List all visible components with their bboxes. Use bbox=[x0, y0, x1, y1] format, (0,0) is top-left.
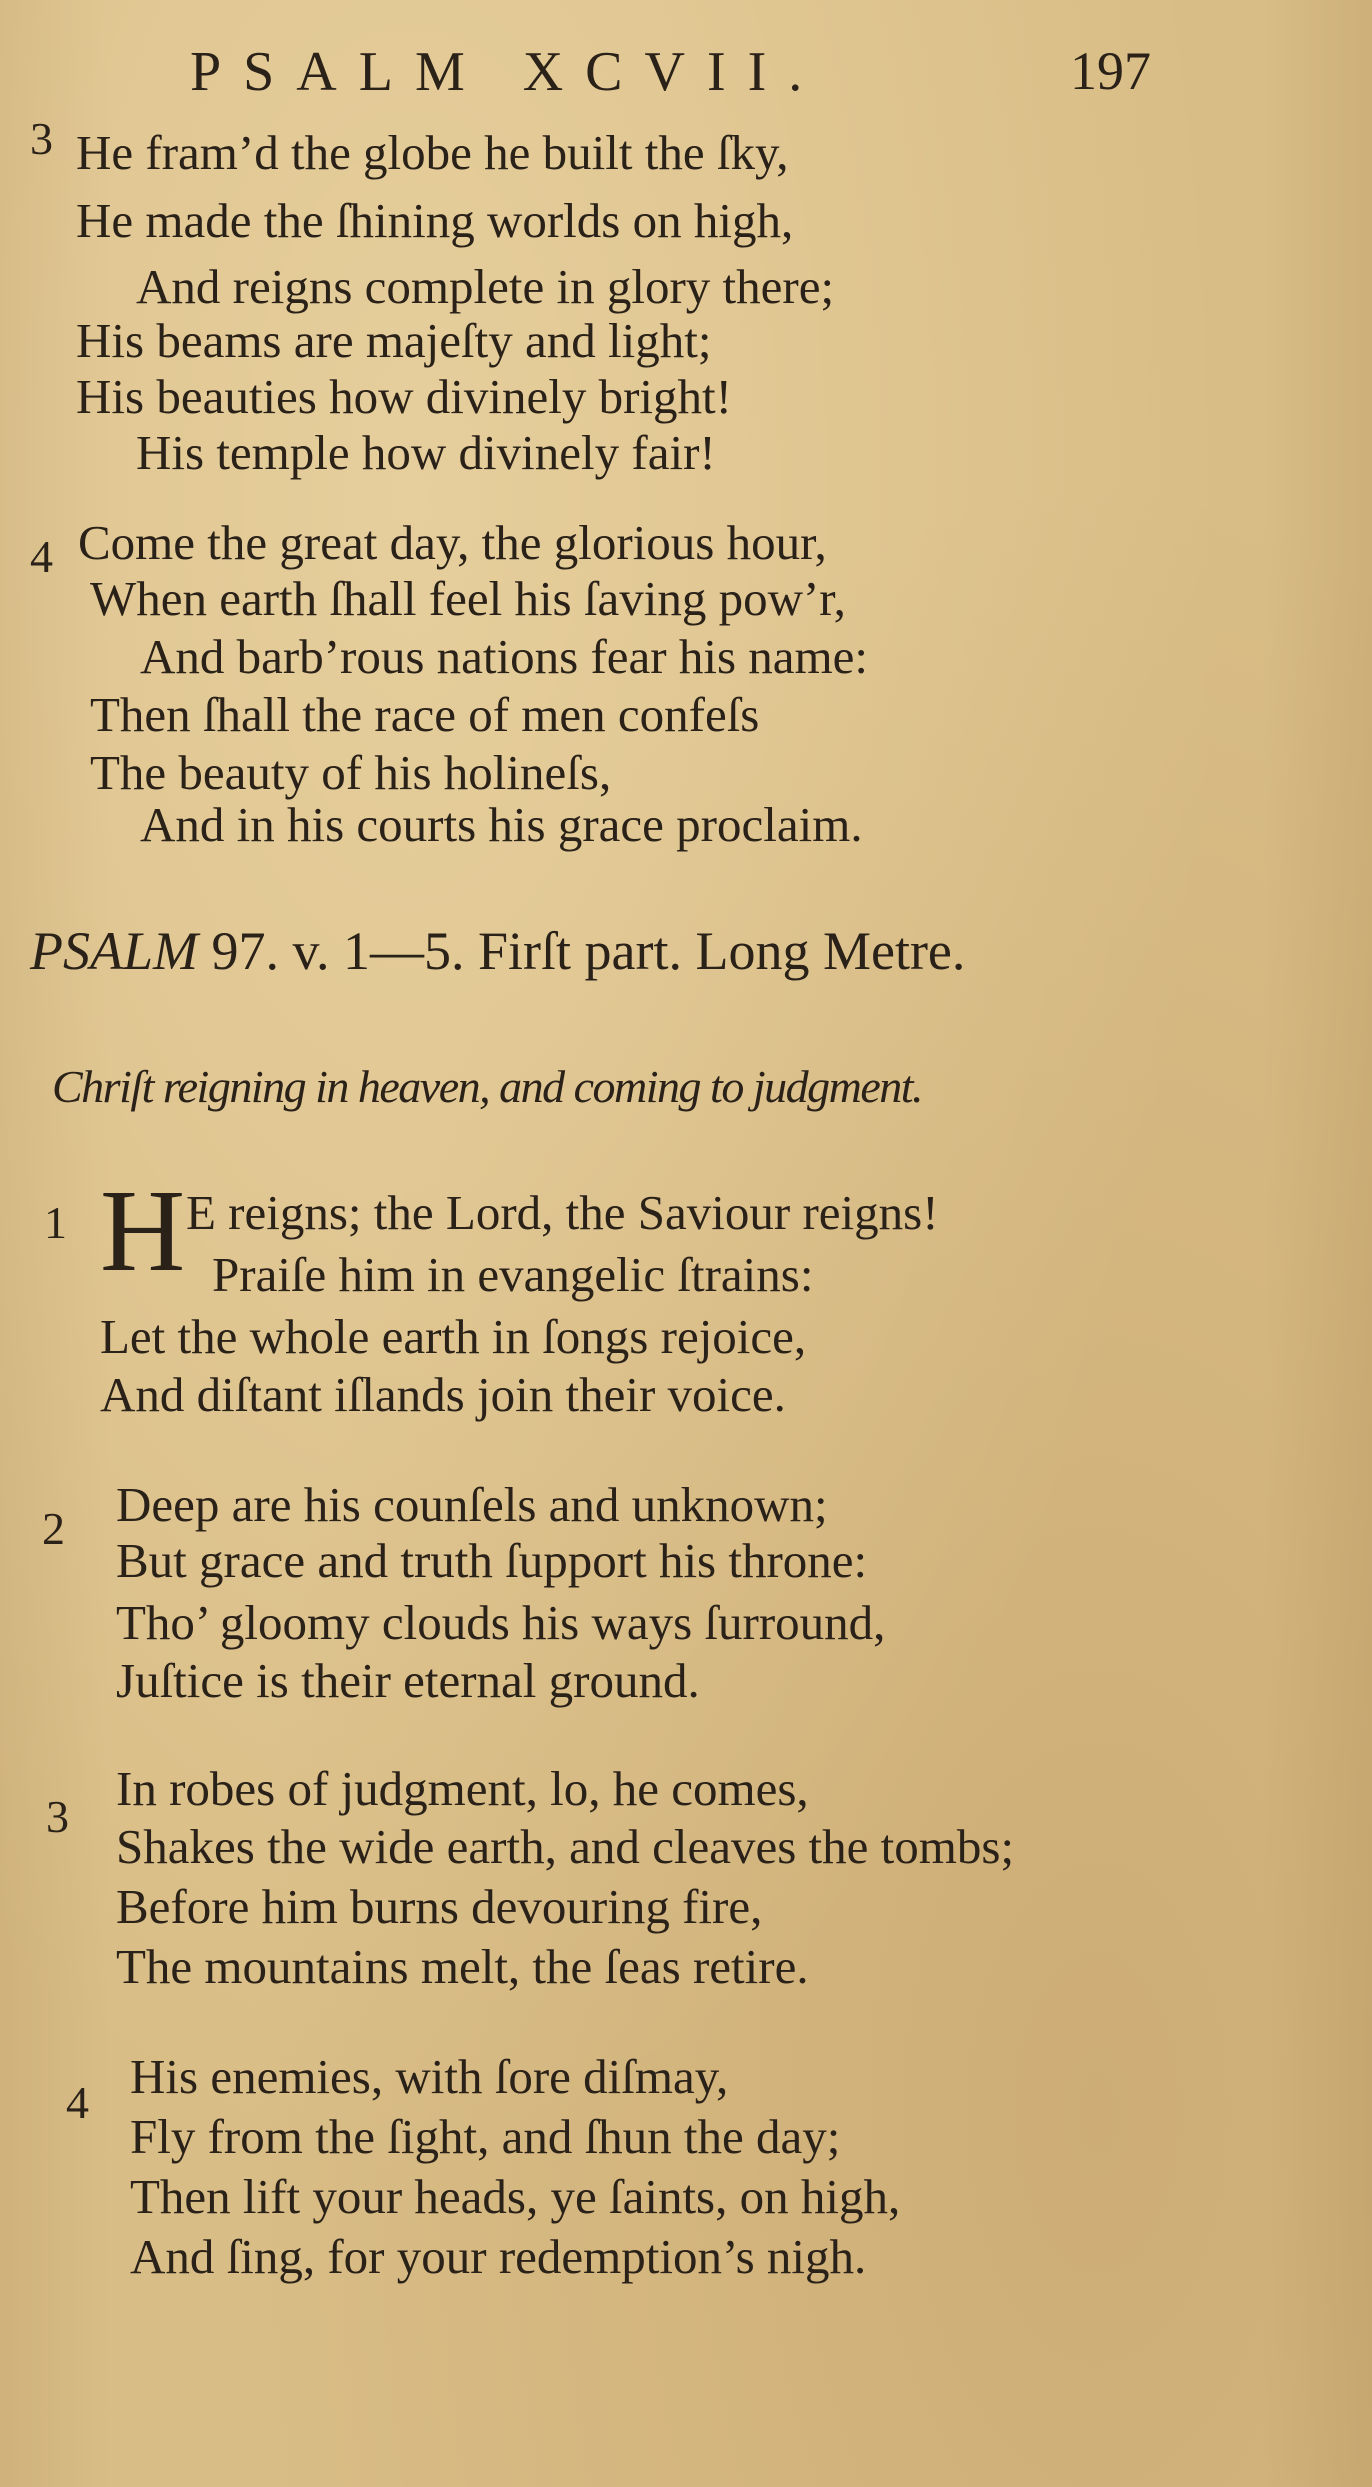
verse-line: Fly from the ſight, and ſhun the day; bbox=[130, 2109, 841, 2164]
verse-line: And ſing, for your redemption’s nigh. bbox=[130, 2229, 867, 2284]
verse-line: Come the great day, the glorious hour, bbox=[78, 515, 827, 570]
stanza-number: 2 bbox=[42, 1503, 65, 1554]
verse-line: His beauties how divinely bright! bbox=[76, 369, 732, 424]
verse-line: Tho’ gloomy clouds his ways ſurround, bbox=[116, 1595, 886, 1650]
verse-line: His beams are majeſty and light; bbox=[76, 313, 712, 368]
verse-line: Shakes the wide earth, and cleaves the tombs; bbox=[116, 1819, 1015, 1874]
verse-line: The beauty of his holineſs, bbox=[90, 745, 612, 800]
verse-line: Juſtice is their eternal ground. bbox=[116, 1653, 700, 1708]
verse-line: And reigns complete in glory there; bbox=[136, 259, 835, 314]
verse-line: In robes of judgment, lo, he comes, bbox=[116, 1761, 809, 1816]
verse-line: And barb’rous nations fear his name: bbox=[140, 629, 868, 684]
stanza-number: 1 bbox=[44, 1197, 67, 1248]
verse-line: He fram’d the globe he built the ſky, bbox=[76, 125, 789, 180]
running-head bbox=[0, 40, 1372, 110]
verse-line: And in his courts his grace proclaim. bbox=[140, 797, 863, 852]
verse-line: And diſtant iſlands join their voice. bbox=[100, 1367, 786, 1422]
verse-line: Praiſe him in evangelic ſtrains: bbox=[212, 1247, 814, 1302]
section-subtitle: Chriſt reigning in heaven, and coming to judgment. bbox=[52, 1061, 923, 1112]
verse-line: E reigns; the Lord, the Saviour reigns! bbox=[186, 1185, 939, 1240]
verse-line: His temple how divinely fair! bbox=[136, 425, 716, 480]
verse-line: When earth ſhall feel his ſaving pow’r, bbox=[90, 571, 846, 626]
stanza-number: 4 bbox=[30, 531, 53, 582]
stanza-number: 4 bbox=[66, 2077, 89, 2128]
verse-line: But grace and truth ſupport his throne: bbox=[116, 1533, 868, 1588]
verse-line: Deep are his counſels and unknown; bbox=[116, 1477, 828, 1532]
page-number: 197 bbox=[1070, 41, 1151, 101]
verse-line: Then lift your heads, ye ſaints, on high, bbox=[130, 2169, 901, 2224]
heading-title: PSALM bbox=[30, 921, 198, 981]
running-head-title: PSALM XCVII. bbox=[190, 41, 825, 103]
heading-meta: 97. v. 1—5. Firſt part. Long Metre. bbox=[211, 921, 966, 981]
verse-line: Before him burns devouring fire, bbox=[116, 1879, 763, 1934]
verse-line: Then ſhall the race of men confeſs bbox=[90, 687, 760, 742]
section-heading bbox=[30, 920, 965, 982]
verse-line: Let the whole earth in ſongs rejoice, bbox=[100, 1309, 807, 1364]
stanza-number: 3 bbox=[46, 1791, 69, 1842]
drop-cap: H bbox=[100, 1165, 186, 1296]
stanza-number: 3 bbox=[30, 113, 53, 164]
verse-line: His enemies, with ſore diſmay, bbox=[130, 2049, 729, 2104]
verse-line: He made the ſhining worlds on high, bbox=[76, 193, 794, 248]
verse-line: The mountains melt, the ſeas retire. bbox=[116, 1939, 809, 1994]
